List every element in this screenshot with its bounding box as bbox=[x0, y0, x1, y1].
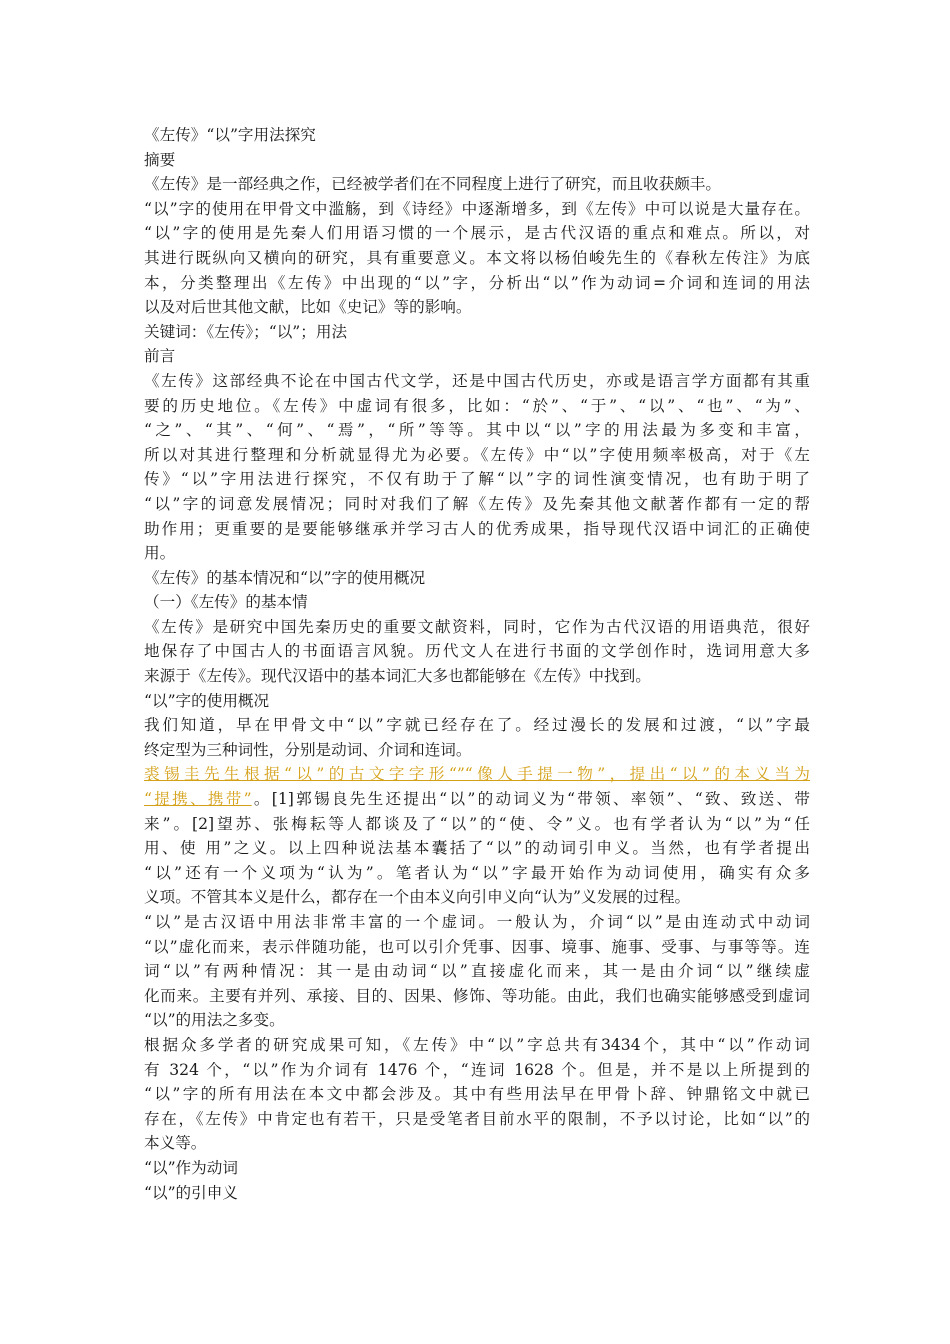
text-line: 《左传》“以”字用法探究 bbox=[144, 126, 316, 144]
text-line: 摘要 bbox=[144, 150, 176, 169]
text-line: 本义等。 bbox=[144, 1134, 207, 1153]
text-line: 存在，《左传》中肯定也有若干，只是受笔者目前水平的限制，不予以讨论，比如“以”的 bbox=[144, 1109, 810, 1128]
text-line: “以”还有一个义项为“认为”。笔者认为“以”字最开始作为动词使用，确实有众多 bbox=[144, 863, 810, 882]
text-line: 所以对其进行整理和分析就显得尤为必要。《左传》中“以”字使用频率极高，对于《左 bbox=[144, 445, 810, 464]
text-line: 根据众多学者的研究成果可知，《左传》中“以”字总共有3434个，其中“以”作动词 bbox=[144, 1035, 810, 1054]
text-line-link-2 bbox=[144, 787, 810, 812]
text-line: “以”字的所有用法在本文中都会涉及。其中有些用法早在甲骨卜辞、钟鼎铭文中就已 bbox=[144, 1085, 810, 1104]
text-line: 本，分类整理出《左传》中出现的“以”字，分析出“以”作为动词=介词和连词的用法 bbox=[144, 273, 810, 292]
text-line: 用、使 用”之义。以上四种说法基本囊括了“以”的动词引申义。当然，也有学者提出 bbox=[144, 839, 810, 858]
text-line: 化而来。主要有并列、承接、目的、因果、修饰、等功能。由此，我们也确实能够感受到虚词 bbox=[144, 986, 810, 1005]
text-line: “以”字的词意发展情况；同时对我们了解《左传》及先秦其他文献著作都有一定的帮 bbox=[144, 494, 810, 513]
text-line: 终定型为三种词性，分别是动词、介词和连词。 bbox=[144, 740, 472, 759]
citation-link[interactable]: 裘锡圭先生根据“以”的古文字字形“”“像人手提一物”，提出“以”的本义当为 bbox=[144, 765, 810, 784]
text-line: 助作用；更重要的是要能够继承并学习古人的优秀成果，指导现代汉语中词汇的正确使 bbox=[144, 519, 810, 538]
text-line: 《左传》是一部经典之作，已经被学者们在不同程度上进行了研究，而且收获颇丰。 bbox=[144, 175, 721, 194]
text-line: “以”字的使用在甲骨文中滥觞，到《诗经》中逐渐增多，到《左传》中可以说是大量存在。 bbox=[144, 199, 810, 218]
text-line: 《左传》这部经典不论在中国古代文学，还是中国古代历史，亦或是语言学方面都有其重 bbox=[144, 371, 810, 390]
text-line: 来源于《左传》。现代汉语中的基本词汇大多也都能够在《左传》中找到。 bbox=[144, 667, 651, 686]
text-line: 词“以”有两种情况：其一是由动词“以”直接虚化而来，其一是由介词“以”继续虚 bbox=[144, 962, 810, 981]
text-line: 《左传》是研究中国先秦历史的重要文献资料，同时，它作为古代汉语的用语典范，很好 bbox=[144, 617, 810, 636]
text-line: “以”字的使用是先秦人们用语习惯的一个展示，是古代汉语的重点和难点。所以，对 bbox=[144, 224, 810, 243]
text-line-link-rest: 。[1]郭锡良先生还提出“以”的动词义为“带领、率领”、“致、致送、带 bbox=[251, 790, 810, 809]
text-block-1 bbox=[144, 123, 810, 762]
text-line: 来”。[2]望苏、张梅耘等人都谈及了“以”的“使、令”义。也有学者认为“以”为“任 bbox=[144, 814, 810, 833]
text-line: “之”、“其”、“何”、“焉”，“所”等等。其中以“以”字的用法最为多变和丰富， bbox=[144, 421, 810, 440]
text-line: 用。 bbox=[144, 544, 176, 563]
text-line: 我们知道，早在甲骨文中“以”字就已经存在了。经过漫长的发展和过渡，“以”字最 bbox=[144, 716, 810, 735]
text-line: 地保存了中国古人的书面语言风貌。历代文人在进行书面的文学创作时，选词用意大多 bbox=[144, 642, 810, 661]
text-block-2 bbox=[144, 812, 810, 1206]
citation-link-2[interactable]: “提携、携带” bbox=[144, 790, 252, 809]
text-line: 《左传》的基本情况和“以”字的使用概况 bbox=[144, 568, 426, 587]
text-line: 义项。不管其本义是什么，都存在一个由本义向引申义向“认为”义发展的过程。 bbox=[144, 888, 691, 907]
text-line: “以”的引申义 bbox=[144, 1183, 238, 1202]
text-line: 有 324 个，“以”作为介词有 1476 个，“连词 1628 个。但是，并不是以上所提到的 bbox=[144, 1060, 810, 1079]
text-line: “以”是古汉语中用法非常丰富的一个虚词。一般认为，介词“以”是由连动式中动词 bbox=[144, 913, 810, 931]
text-line: （一）《左传》的基本情 bbox=[144, 593, 308, 612]
text-line: “以”的用法之多变。 bbox=[144, 1011, 285, 1030]
text-line: 以及对后世其他文献，比如《史记》等的影响。 bbox=[144, 298, 472, 317]
text-line: “以”字的使用概况 bbox=[144, 691, 270, 710]
text-line: 关键词：《左传》；“以”；用法 bbox=[144, 322, 348, 341]
text-line: “以”虚化而来，表示伴随功能，也可以引介凭事、因事、境事、施事、受事、与事等等。连 bbox=[144, 937, 810, 956]
text-line: 要的历史地位。《左传》中虚词有很多，比如：“於”、“于”、“以”、“也”、“为”、 bbox=[144, 396, 810, 415]
text-line: “以”作为动词 bbox=[144, 1158, 238, 1177]
text-line-link[interactable] bbox=[144, 762, 810, 787]
text-line: 传》“以”字用法进行探究，不仅有助于了解“以”字的词性演变情况，也有助于明了 bbox=[144, 470, 810, 489]
text-line: 前言 bbox=[144, 347, 176, 366]
document-body bbox=[144, 123, 810, 1205]
text-line: 其进行既纵向又横向的研究，具有重要意义。本文将以杨伯峻先生的《春秋左传注》为底 bbox=[144, 248, 810, 267]
